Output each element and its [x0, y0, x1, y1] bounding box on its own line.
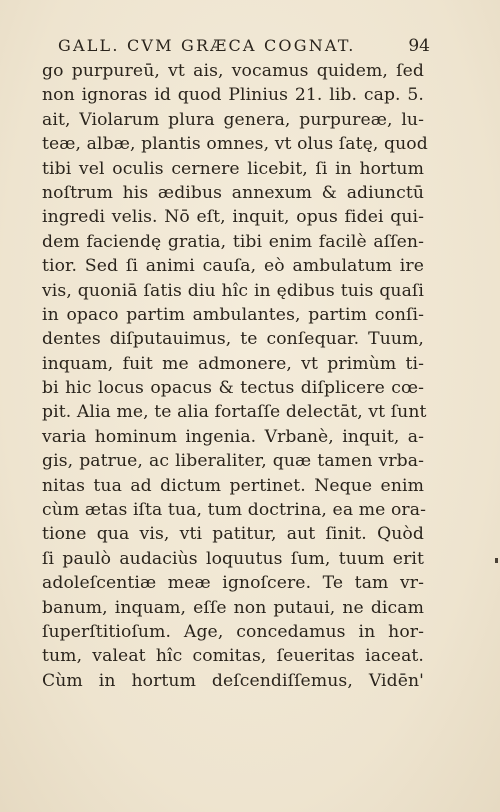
text-line: ingredi velis. Nō eſt, inquit, opus fidei qui- [42, 207, 424, 228]
text-line: dem faciendę gratia, tibi enim facilè aſſen- [42, 231, 424, 252]
page-number: 94 [408, 36, 430, 56]
text-line: in opaco partim ambulantes, partim conſi- [42, 304, 424, 325]
running-title: GALL. CVM GRÆCA COGNAT. [58, 36, 356, 55]
text-line: varia hominum ingenia. Vrbanè, inquit, a- [42, 426, 424, 447]
text-line: tibi vel oculis cernere licebit, ſi in hortum [42, 158, 424, 179]
text-line: tum, valeat hîc comitas, ſeueritas iaceat. [42, 646, 424, 667]
text-line: vis, quoniā ſatis diu hîc in ędibus tuis quaſi [42, 280, 424, 301]
text-line: ait, Violarum plura genera, purpureæ, lu- [42, 109, 424, 130]
text-line: ſi paulò audaciùs loquutus ſum, tuum erit [42, 548, 424, 569]
ink-speck [495, 558, 498, 563]
text-line: pit. Alia me, te alia fortaſſe delectāt, vt ſunt [42, 402, 427, 423]
text-line: teæ, albæ, plantis omnes, vt olus ſatę, quod [42, 134, 428, 155]
text-line: gis, patrue, ac liberaliter, quæ tamen vrba- [42, 451, 424, 472]
text-line: tior. Sed ſi animi cauſa, eò ambulatum ire [42, 256, 424, 277]
text-line: bi hic locus opacus & tectus diſplicere cœ- [42, 378, 424, 399]
page-header [58, 36, 430, 56]
text-line: inquam, fuit me admonere, vt primùm ti- [42, 353, 424, 374]
text-line: adoleſcentiæ meæ ignoſcere. Te tam vr- [42, 573, 424, 594]
text-line: Cùm in hortum deſcendiſſemus, Vidēn' [42, 670, 424, 691]
text-line: go purpureū, vt ais, vocamus quidem, ſed [42, 61, 424, 81]
text-line: cùm ætas iſta tua, tum doctrina, ea me ora- [42, 500, 426, 521]
text-line: non ignoras id quod Plinius 21. lib. cap. 5. [42, 85, 424, 106]
text-line: ſuperſtitioſum. Age, concedamus in hor- [42, 621, 424, 642]
text-line: dentes diſputauimus, te conſequar. Tuum, [42, 329, 424, 350]
text-line: banum, inquam, eſſe non putaui, ne dicam [42, 597, 424, 618]
text-line: noſtrum his ædibus annexum & adiunctū [42, 182, 424, 203]
body-text [42, 59, 428, 693]
text-line: tione qua vis, vti patitur, aut ſinit. Quòd [42, 524, 424, 545]
text-line: nitas tua ad dictum pertinet. Neque enim [42, 475, 424, 496]
